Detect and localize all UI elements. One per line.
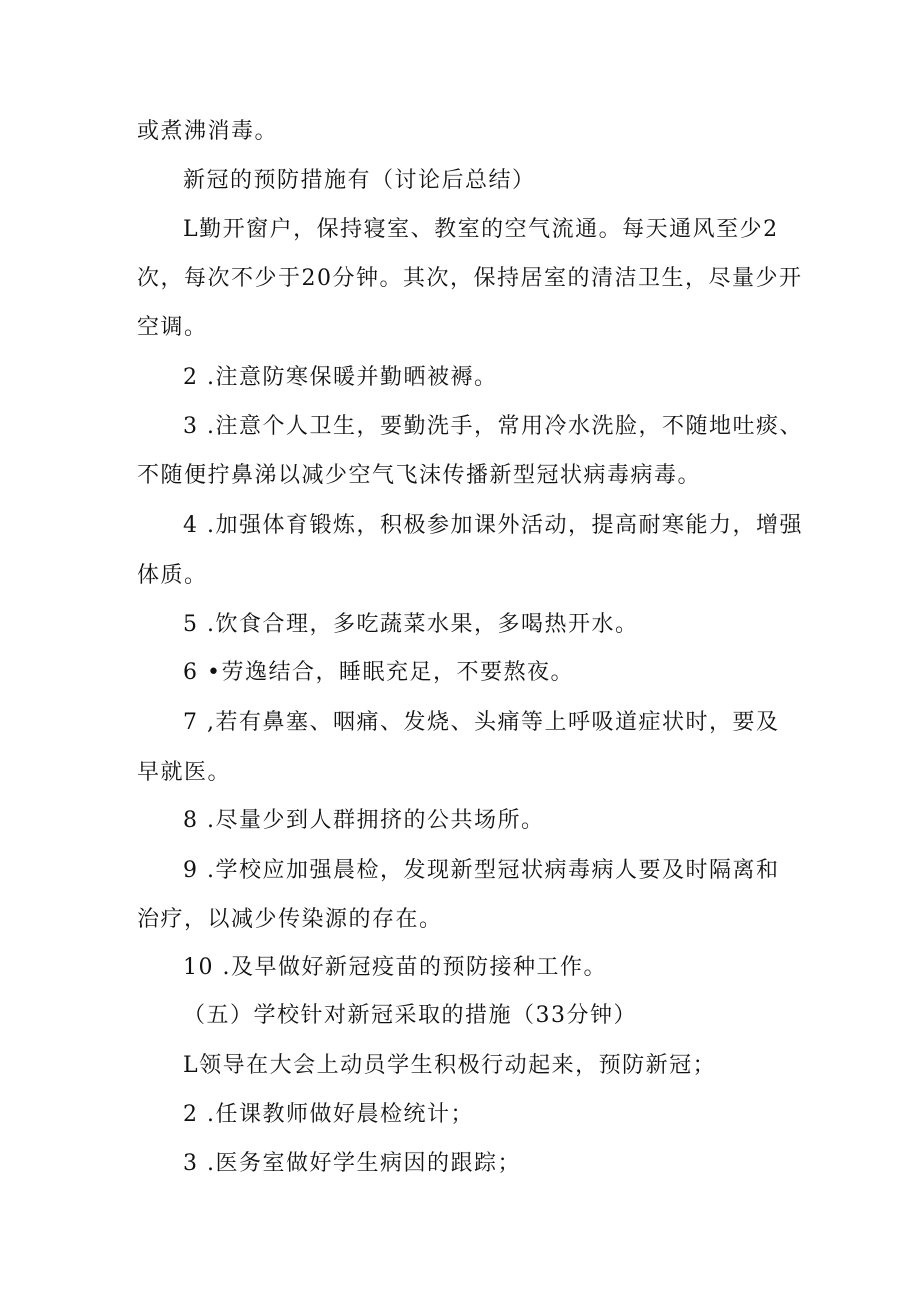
list-item-7-line-2: 早就医。 xyxy=(137,760,232,785)
list-item-1-line-3: 空调。 xyxy=(137,315,208,340)
measure-item-1: L领导在大会上动员学生积极行动起来，预防新冠； xyxy=(183,1053,717,1078)
list-item-3-line-2: 不随便拧鼻涕以减少空气飞沫传播新型冠状病毒病毒。 xyxy=(137,463,702,488)
list-item-5: 5 .饮食合理，多吃蔬菜水果，多喝热开水。 xyxy=(183,612,639,637)
list-item-7-line-1: 7 ,若有鼻塞、咽痛、发烧、头痛等上呼吸道症状时，要及 xyxy=(183,710,780,735)
section-heading-five: （五）学校针对新冠采取的措施（33分钟） xyxy=(183,1003,637,1028)
list-item-3-line-1: 3 .注意个人卫生，要勤洗手，常用冷水洗脸，不随地吐痰、 xyxy=(183,414,803,439)
list-item-9-line-1: 9 .学校应加强晨检，发现新型冠状病毒病人要及时隔离和 xyxy=(183,858,780,883)
list-item-8: 8 .尽量少到人群拥挤的公共场所。 xyxy=(183,808,545,833)
list-item-2: 2 .注意防寒保暖并勤晒被褥。 xyxy=(183,365,498,390)
measure-item-2: 2 .任课教师做好晨检统计； xyxy=(183,1102,474,1127)
list-item-6: 6 •劳逸结合，睡眠充足，不要熬夜。 xyxy=(183,660,574,685)
text-line: 或煮沸消毒。 xyxy=(137,119,279,144)
list-item-1-line-2: 次，每次不少于20分钟。其次，保持居室的清洁卫生，尽量少开 xyxy=(137,266,803,291)
section-heading: 新冠的预防措施有（讨论后总结） xyxy=(183,168,536,193)
list-item-4-line-1: 4 .加强体育锻炼，积极参加课外活动，提高耐寒能力，增强 xyxy=(183,513,803,538)
list-item-10: 10 .及早做好新冠疫苗的预防接种工作。 xyxy=(183,955,607,980)
list-item-9-line-2: 治疗，以减少传染源的存在。 xyxy=(137,907,443,932)
list-item-1-line-1: L勤开窗户，保持寝室、教室的空气流通。每天通风至少2 xyxy=(183,217,779,242)
measure-item-3: 3 .医务室做好学生病因的跟踪； xyxy=(183,1151,521,1176)
list-item-4-line-2: 体质。 xyxy=(137,563,208,588)
